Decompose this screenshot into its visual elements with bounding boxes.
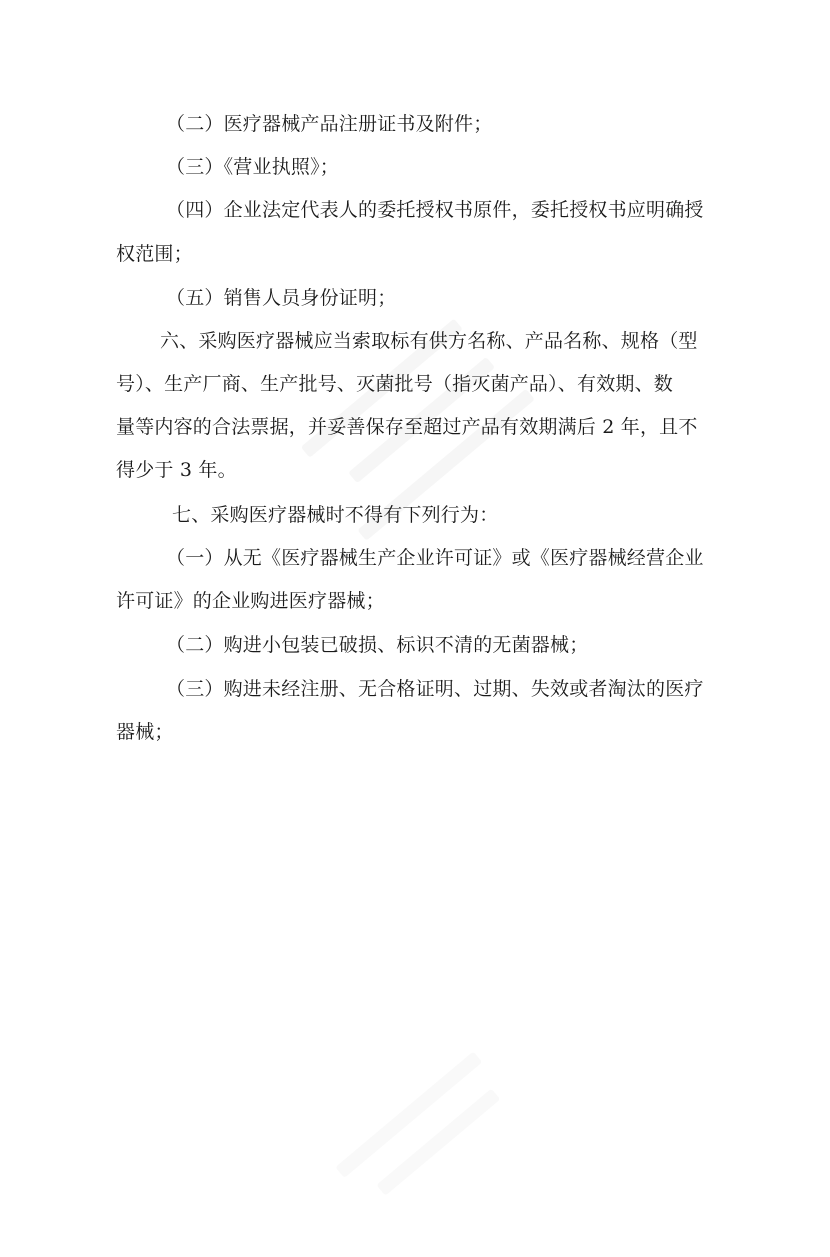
text-line: （四）企业法定代表人的委托授权书原件，委托授权书应明确授 <box>166 199 704 221</box>
text-line: 得少于 3 年。 <box>116 459 237 481</box>
text-line: 器械； <box>116 721 174 743</box>
text-line: 六、采购医疗器械应当索取标有供方名称、产品名称、规格（型 <box>160 330 698 352</box>
text-line: 七、采购医疗器械时不得有下列行为： <box>172 504 499 526</box>
text-line: 许可证》的企业购进医疗器械； <box>116 590 385 612</box>
text-line: （二）医疗器械产品注册证书及附件； <box>166 113 493 135</box>
text-line: 权范围； <box>116 243 193 265</box>
watermark-bottom <box>307 1023 553 1256</box>
text-line: （五）销售人员身份证明； <box>166 287 397 309</box>
text-line: 量等内容的合法票据，并妥善保存至超过产品有效期满后 2 年，且不 <box>116 416 698 438</box>
text-line: 号）、生产厂商、生产批号、灭菌批号（指灭菌产品）、有效期、数 <box>116 373 674 395</box>
text-line: （三）《营业执照》； <box>166 156 340 178</box>
text-line: （三）购进未经注册、无合格证明、过期、失效或者淘汰的医疗 <box>166 678 704 700</box>
text-line: （二）购进小包装已破损、标识不清的无菌器械； <box>166 634 589 656</box>
text-line: （一）从无《医疗器械生产企业许可证》或《医疗器械经营企业 <box>166 547 704 569</box>
